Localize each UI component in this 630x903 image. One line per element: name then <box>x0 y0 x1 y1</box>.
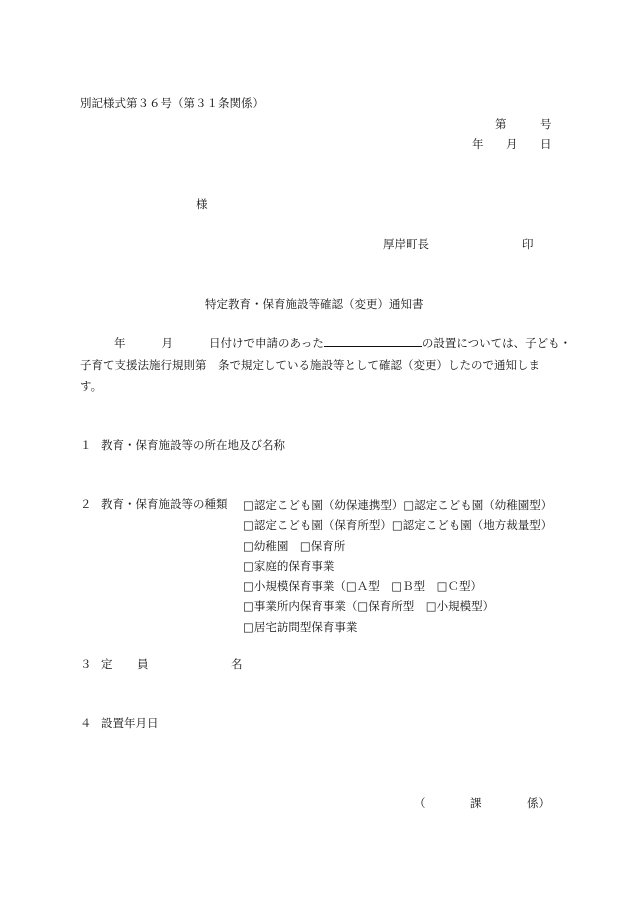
item1-label: 教育・保育施設等の所在地及び名称 <box>101 438 285 452</box>
facility-type-option[interactable]: □認定こども園（幼保連携型）□認定こども園（幼稚園型） <box>243 498 553 512</box>
body-paragraph <box>80 333 572 398</box>
seal-mark: 印 <box>522 237 534 251</box>
facility-type-option[interactable]: □家庭的保育事業 <box>243 558 335 573</box>
body-year: 年 <box>114 336 126 350</box>
item4-label: 設置年月日 <box>101 716 159 730</box>
body-line-2: 子育て支援法施行規則第 条で規定している施設等として確認（変更）したので通知しま <box>80 357 540 372</box>
facility-type-option[interactable]: □居宅訪問型保育事業 <box>243 619 358 634</box>
body-line-3: す。 <box>80 379 103 393</box>
footer-section: 課 <box>470 796 482 810</box>
issuer-title: 厚岸町長 <box>383 237 429 251</box>
body-line-1 <box>80 333 572 355</box>
footer-staff: 係） <box>527 796 550 810</box>
facility-type-options <box>243 495 552 637</box>
item2-number: ２ <box>80 497 92 511</box>
doc-number-dai: 第 <box>495 117 507 131</box>
item3-label-in: 員 <box>137 657 149 671</box>
doc-number-go: 号 <box>540 117 552 131</box>
item3-label-tei: 定 <box>101 657 113 671</box>
item2-label: 教育・保育施設等の種類 <box>101 497 228 511</box>
addressee-sama: 様 <box>196 197 208 211</box>
item1-number: １ <box>80 438 92 452</box>
date-month: 月 <box>506 137 518 151</box>
document-title: 特定教育・保育施設等確認（変更）通知書 <box>205 297 424 311</box>
body-line1-tail: の設置については、子ども・ <box>421 336 572 350</box>
facility-type-option[interactable]: □幼稚園 □保育所 <box>243 538 346 553</box>
item3-unit: 名 <box>231 657 243 671</box>
facility-type-option[interactable]: □小規模保育事業（□Ａ型 □Ｂ型 □Ｃ型） <box>243 579 482 594</box>
facility-type-option[interactable]: □事業所内保育事業（□保育所型 □小規模型） <box>243 599 495 614</box>
item4-number: ４ <box>80 716 92 730</box>
date-day: 日 <box>540 137 552 151</box>
facility-type-option[interactable]: □認定こども園（保育所型）□認定こども園（地方裁量型） <box>243 518 553 533</box>
item3-number: ３ <box>80 657 92 671</box>
form-label: 別記様式第３６号（第３１条関係） <box>80 96 264 110</box>
facility-name-blank[interactable] <box>324 336 422 347</box>
body-applied-text: 日付けで申請のあった <box>209 336 324 350</box>
date-year: 年 <box>472 137 484 151</box>
footer-open-paren: （ <box>414 796 426 810</box>
body-month: 月 <box>161 336 173 350</box>
